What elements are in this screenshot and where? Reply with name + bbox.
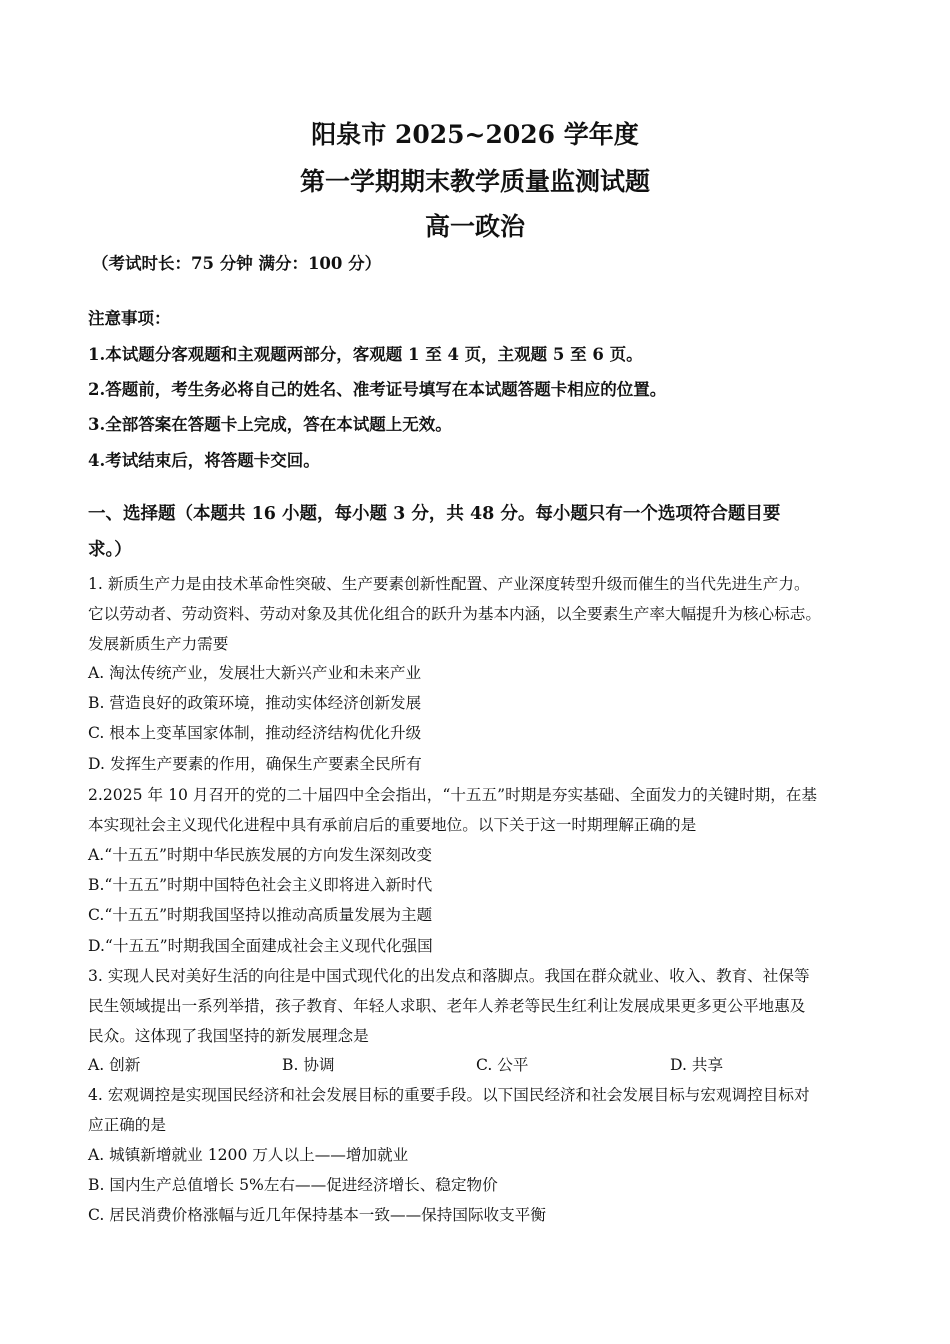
question-1-stem: 它以劳动者、劳动资料、劳动对象及其优化组合的跃升为基本内涵，以全要素生产率大幅提升为核心标志。 (88, 605, 821, 623)
note-item: 4.考试结束后，将答题卡交回。 (88, 451, 320, 470)
question-4-stem: 应正确的是 (88, 1116, 166, 1134)
question-3-stem: 3. 实现人民对美好生活的向往是中国式现代化的出发点和落脚点。我国在群众就业、收入、教育、社保等 (88, 967, 810, 985)
question-3-option-a: A. 创新 (88, 1056, 141, 1074)
question-3-option-c: C. 公平 (476, 1056, 529, 1074)
exam-title-line2: 第一学期期末教学质量监测试题 (299, 167, 650, 196)
question-2-option-b: B.“十五五”时期中国特色社会主义即将进入新时代 (88, 876, 433, 894)
question-3-stem: 民众。这体现了我国坚持的新发展理念是 (88, 1027, 369, 1045)
note-item: 1.本试题分客观题和主观题两部分，客观题 1 至 4 页，主观题 5 至 6 页。 (88, 345, 643, 364)
note-item: 2.答题前，考生务必将自己的姓名、准考证号填写在本试题答题卡相应的位置。 (88, 380, 667, 399)
exam-info: （考试时长：75 分钟 满分：100 分） (92, 254, 382, 273)
question-2-stem: 本实现社会主义现代化进程中具有承前启后的重要地位。以下关于这一时期理解正确的是 (88, 816, 697, 834)
question-2-option-c: C.“十五五”时期我国坚持以推动高质量发展为主题 (88, 906, 433, 924)
question-3-option-d: D. 共享 (670, 1056, 724, 1074)
notes-heading: 注意事项： (88, 309, 171, 328)
question-1-stem: 1. 新质生产力是由技术革命性突破、生产要素创新性配置、产业深度转型升级而催生的当代先进生产力。 (88, 575, 810, 593)
question-1-option-a: A. 淘汰传统产业，发展壮大新兴产业和未来产业 (88, 664, 422, 682)
question-1-option-d: D. 发挥生产要素的作用，确保生产要素全民所有 (88, 755, 422, 773)
section-heading-cont: 求。） (88, 540, 132, 560)
question-4-option-c: C. 居民消费价格涨幅与近几年保持基本一致——保持国际收支平衡 (88, 1206, 546, 1224)
question-1-option-b: B. 营造良好的政策环境，推动实体经济创新发展 (88, 694, 422, 712)
question-4-option-b: B. 国内生产总值增长 5%左右——促进经济增长、稳定物价 (88, 1176, 498, 1194)
exam-title-line1: 阳泉市 2025~2026 学年度 (311, 120, 639, 149)
exam-title-subject: 高一政治 (424, 212, 525, 241)
question-2-option-a: A.“十五五”时期中华民族发展的方向发生深刻改变 (88, 846, 433, 864)
question-1-option-c: C. 根本上变革国家体制，推动经济结构优化升级 (88, 724, 422, 742)
question-1-stem: 发展新质生产力需要 (88, 635, 229, 653)
question-2-option-d: D.“十五五”时期我国全面建成社会主义现代化强国 (88, 937, 433, 955)
question-3-option-b: B. 协调 (282, 1056, 335, 1074)
question-4-option-a: A. 城镇新增就业 1200 万人以上——增加就业 (88, 1146, 409, 1164)
note-item: 3.全部答案在答题卡上完成，答在本试题上无效。 (88, 415, 452, 434)
question-4-stem: 4. 宏观调控是实现国民经济和社会发展目标的重要手段。以下国民经济和社会发展目标与宏观调控目标对 (88, 1086, 810, 1104)
question-2-stem: 2.2025 年 10 月召开的党的二十届四中全会指出，“十五五”时期是夯实基础、全面发力的关键时期，在基 (88, 786, 817, 804)
question-3-stem: 民生领域提出一系列举措，孩子教育、年轻人求职、老年人养老等民生红利让发展成果更多更公平地惠及 (88, 997, 806, 1015)
section-heading: 一、选择题（本题共 16 小题，每小题 3 分，共 48 分。每小题只有一个选项符合题目要 (88, 504, 781, 524)
